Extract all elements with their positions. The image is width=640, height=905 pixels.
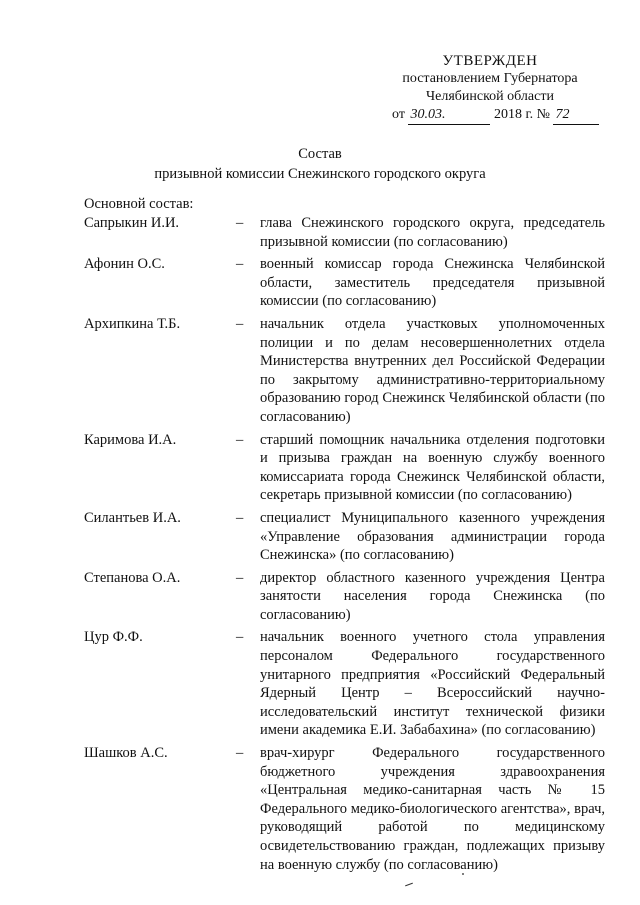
member-name: Силантьев И.А. (84, 509, 181, 526)
member-role: врач-хирург Федерального государственного бюджетного учреждения здравоохранения «Центральная медико-санитарная часть № 15 Федерального медико-биологического агентства», врач, руководящий работой по медицинскому освидетельствованию граждан, подлежащих призыву на военную службу (по согласованию) (260, 745, 605, 873)
member-name: Степанова О.А. (84, 569, 181, 586)
member-dash: – (236, 315, 244, 332)
heading-title: Состав (298, 146, 342, 162)
approval-title: УТВЕРЖДЕН (442, 53, 538, 69)
member-role: специалист Муниципального казенного учреждения «Управление образования администрации города Снежинска» (по согласованию) (260, 509, 605, 564)
member-role: старший помощник начальника отделения подготовки и призыва граждан на военную службу военного комиссариата города Снежинск Челябинской области, секретарь призывной комиссии (по согласованию) (260, 431, 605, 504)
member-dash: – (236, 745, 244, 762)
approval-number: 72 (553, 106, 599, 125)
approval-date-line (380, 106, 600, 125)
member-dash: – (236, 431, 244, 448)
approval-stamp (380, 52, 600, 125)
member-role: директор областного казенного учреждения Центра занятости населения города Снежинска (по согласованию) (260, 569, 605, 623)
member-name: Каримова И.А. (84, 431, 177, 448)
member-row (0, 628, 640, 740)
scan-dot (462, 873, 464, 875)
member-role: начальник военного учетного стола управления персоналом Федерального государственного унитарного предприятия «Российский Федеральный Ядерный Центр – Всероссийский научно-исследовательский институт технической физики имени академика Е.И. Забабахина» (по согласованию) (260, 629, 605, 739)
members-list (0, 214, 640, 874)
member-row (0, 569, 640, 625)
member-row (0, 744, 640, 874)
member-name: Афонин О.С. (84, 256, 165, 273)
section-label: Основной состав: (84, 196, 194, 212)
member-name: Архипкина Т.Б. (84, 315, 181, 332)
member-name: Сапрыкин И.И. (84, 215, 180, 231)
approval-line-2: Челябинской области (426, 89, 554, 104)
member-row (0, 509, 640, 565)
scan-mark (405, 883, 413, 887)
approval-date: 30.03. (408, 106, 490, 125)
member-dash: – (236, 509, 244, 526)
member-row (0, 255, 640, 311)
approval-year: 2018 г. № (493, 107, 550, 122)
approval-line-1: постановлением Губернатора (402, 71, 578, 86)
member-row (0, 315, 640, 427)
member-role: глава Снежинского городского округа, председатель призывной комиссии (по согласованию) (260, 215, 605, 250)
member-name: Цур Ф.Ф. (84, 629, 143, 646)
date-prefix: от (392, 107, 405, 122)
member-role: военный комиссар города Снежинска Челябинской области, заместитель председателя призывной комиссии (по согласованию) (260, 256, 605, 310)
member-row (0, 214, 640, 251)
member-dash: – (236, 629, 244, 646)
document-heading (0, 144, 640, 184)
member-name: Шашков А.С. (84, 745, 168, 762)
member-dash: – (236, 569, 244, 586)
member-role: начальник отдела участковых уполномоченных полиции и по делам несовершеннолетних отдела Министерства внутренних дел Российской Федерации по закрытому административно-территориальному образованию город Снежинск Челябинской области (по согласованию) (260, 315, 605, 425)
heading-subtitle: призывной комиссии Снежинского городского округа (154, 166, 486, 182)
member-dash: – (236, 256, 244, 273)
member-row (0, 431, 640, 505)
member-dash: – (236, 215, 244, 231)
